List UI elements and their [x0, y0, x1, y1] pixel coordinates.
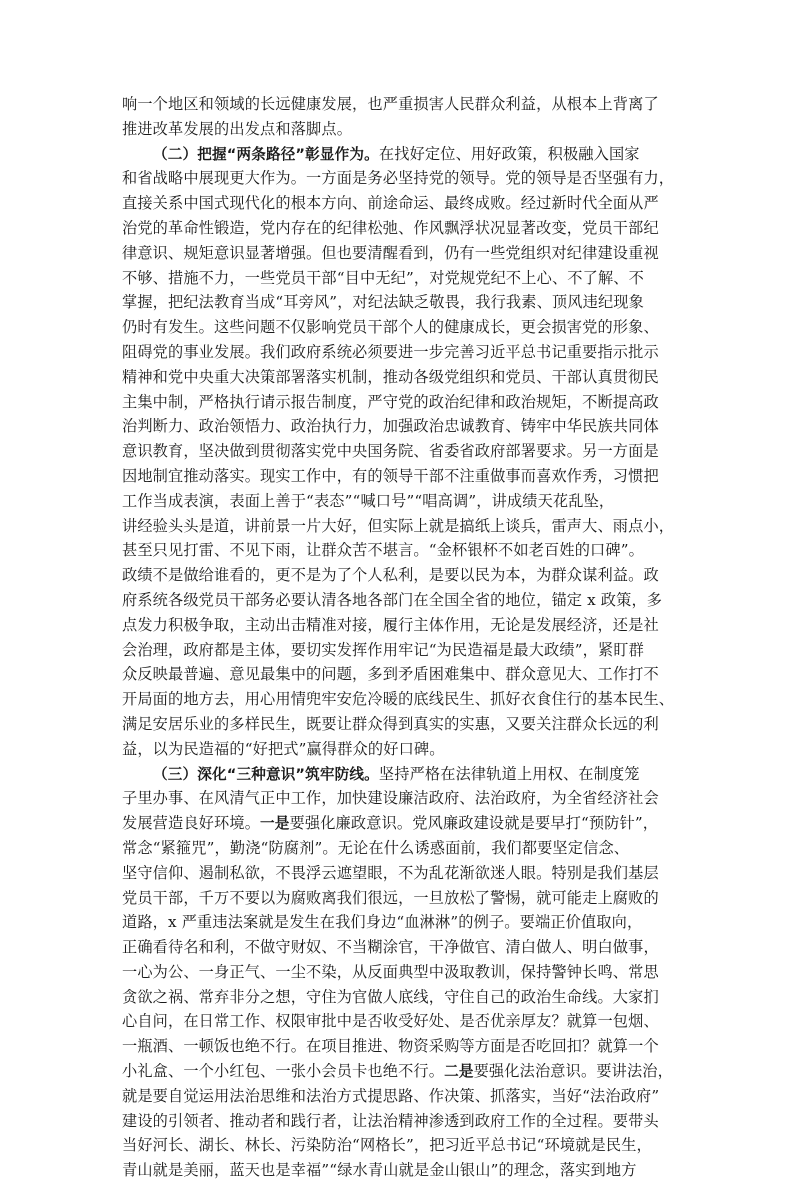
text-line [122, 910, 678, 935]
text-segment: 青山就是美丽，蓝天也是幸福”“绿水青山就是金山银山”的理念，落实到地方 [122, 1161, 637, 1180]
text-segment: 工作当成表演，表面上善于“表态”“喊口号”“唱高调”，讲成绩天花乱坠， [122, 491, 615, 510]
text-line [122, 166, 678, 191]
text-segment: 推进改革发展的出发点和落脚点。 [122, 119, 353, 138]
text-line [122, 439, 678, 464]
text-segment: 在找好定位、用好政策，积极融入国家 [378, 144, 640, 163]
text-line [122, 985, 678, 1010]
text-segment: 一心为公、一身正气、一尘不染，从反面典型中汲取教训，保持警钟长鸣、常思 [122, 962, 659, 981]
text-line [122, 241, 678, 266]
text-segment: 满足安居乐业的多样民生，既要让群众得到真实的实惠，又要关注群众长远的利 [122, 714, 659, 733]
text-line [122, 613, 678, 638]
text-segment: 开局面的地方去，用心用情兜牢安危冷暖的底线民生、抓好衣食住行的基本民生、 [122, 690, 675, 709]
text-line [122, 662, 678, 687]
text-line [122, 340, 678, 365]
text-line [122, 638, 678, 663]
text-line [122, 365, 678, 390]
bold-heading-segment: （二）把握“两条路径”彰显作为。 [153, 145, 379, 163]
text-line [122, 266, 678, 291]
text-line [122, 960, 678, 985]
text-segment: 众反映最普遍、意见最集中的问题，多到矛盾困难集中、群众意见大、工作打不 [122, 665, 659, 684]
text-segment: 意识教育，坚决做到贯彻落实党中央国务院、省委省政府部署要求。另一方面是 [122, 442, 659, 461]
text-line [122, 811, 678, 836]
text-line [122, 762, 678, 787]
text-line [122, 414, 678, 439]
text-line [122, 1009, 678, 1034]
text-line [122, 712, 678, 737]
text-line [122, 886, 678, 911]
text-segment: 和省战略中展现更大作为。一方面是务必坚持党的领导。党的领导是否坚强有力， [122, 169, 675, 188]
text-line [122, 1133, 678, 1158]
text-line [122, 588, 678, 613]
text-segment: 心自问，在日常工作、权限审批中是否收受好处、是否优亲厚友？就算一包烟、 [122, 1012, 659, 1031]
text-line [122, 836, 678, 861]
text-segment: 治党的革命性锻造，党内存在的纪律松弛、作风飘浮状况显著改变，党员干部纪 [122, 218, 659, 237]
text-line [122, 216, 678, 241]
text-line [122, 786, 678, 811]
text-segment: 不够、措施不力，一些党员干部“目中无纪”，对党规党纪不上心、不了解、不 [122, 268, 644, 287]
text-segment: 甚至只见打雷、不见下雨，让群众苦不堪言。“金杯银杯不如老百姓的口碑”。 [122, 541, 644, 560]
text-segment: 建设的引领者、推动者和践行者，让法治精神渗透到政府工作的全过程。要带头 [122, 1111, 659, 1130]
text-line [122, 315, 678, 340]
text-segment: 当好河长、湖长、林长、污染防治“网格长”，把习近平总书记“环境就是民生， [122, 1136, 652, 1155]
text-segment: 响一个地区和领域的长远健康发展，也严重损害人民群众利益，从根本上背离了 [122, 95, 659, 113]
text-segment: 治判断力、政治领悟力、政治执行力，加强政治忠诚教育、铸牢中华民族共同体 [122, 417, 659, 436]
bold-heading-segment: （三）深化“三种意识”筑牢防线。 [153, 765, 379, 783]
text-segment: 坚持严格在法律轨道上用权、在制度笼 [378, 764, 640, 783]
bold-heading-segment: 二是 [444, 1063, 474, 1081]
text-segment: 小礼盒、一个小红包、一张小会员卡也绝不行。 [122, 1062, 445, 1081]
text-line [122, 687, 678, 712]
text-segment: 要强化法治意识。要讲法治， [473, 1062, 673, 1081]
text-segment: 因地制宜推动落实。现实工作中，有的领导干部不注重做事而喜欢作秀，习惯把 [122, 466, 659, 485]
text-line [122, 737, 678, 762]
text-segment: 坚守信仰、遏制私欲，不畏浮云遮望眼，不为乱花渐欲迷人眼。特别是我们基层 [122, 863, 659, 882]
text-line [122, 290, 678, 315]
text-line [122, 489, 678, 514]
text-line [122, 514, 678, 539]
text-segment: 政绩不是做给谁看的，更不是为了个人私利，是要以民为本，为群众谋利益。政 [122, 566, 659, 585]
text-segment: 正确看待名和利，不做守财奴、不当糊涂官，干净做官、清白做人、明白做事， [122, 938, 659, 957]
text-line [122, 117, 678, 142]
document-body [122, 92, 678, 1183]
text-segment: 益，以为民造福的“好把式”赢得群众的好口碑。 [122, 739, 445, 758]
text-segment: 直接关系中国式现代化的根本方向、前途命运、最终成败。经过新时代全面从严 [122, 194, 659, 213]
text-line [122, 191, 678, 216]
text-segment: 会治理，政府都是主体，要切实发挥作用牢记“为民造福是最大政绩”，紧盯群 [122, 640, 644, 659]
text-line [122, 563, 678, 588]
text-line [122, 861, 678, 886]
text-line [122, 935, 678, 960]
text-segment: 一瓶酒、一顿饭也绝不行。在项目推进、物资采购等方面是否吃回扣？就算一个 [122, 1037, 659, 1056]
text-line [122, 1034, 678, 1059]
text-segment: 要强化廉政意识。党风廉政建设就是要早打“预防针”， [289, 814, 659, 833]
text-line [122, 1084, 678, 1109]
bold-heading-segment: 一是 [260, 815, 290, 833]
text-segment: 发展营造良好环境。 [122, 814, 261, 833]
text-segment: 精神和党中央重大决策部署落实机制，推动各级党组织和党员、干部认真贯彻民 [122, 367, 659, 386]
text-segment: 子里办事、在风清气正中工作，加快建设廉洁政府、法治政府，为全省经济社会 [122, 789, 659, 808]
text-line [122, 92, 678, 117]
text-segment: 主集中制，严格执行请示报告制度，严守党的政治纪律和政治规矩，不断提高政 [122, 392, 659, 411]
text-segment: 仍时有发生。这些问题不仅影响党员干部个人的健康成长，更会损害党的形象、 [122, 318, 659, 337]
text-line [122, 464, 678, 489]
text-line [122, 390, 678, 415]
text-segment: 党员干部，千万不要以为腐败离我们很远，一旦放松了警惕，就可能走上腐败的 [122, 888, 659, 907]
text-segment: 常念“紧箍咒”，勤浇“防腐剂”。无论在什么诱惑面前，我们都要坚定信念、 [122, 838, 630, 857]
text-line [122, 1059, 678, 1084]
text-segment: 贪欲之祸、常弃非分之想，守住为官做人底线，守住自己的政治生命线。大家扪 [122, 987, 659, 1006]
text-line [122, 1109, 678, 1134]
text-segment: 掌握，把纪法教育当成“耳旁风”，对纪法缺乏敬畏，我行我素、顶风违纪现象 [122, 293, 644, 312]
text-segment: 律意识、规矩意识显著增强。但也要清醒看到，仍有一些党组织对纪律建设重视 [122, 243, 659, 262]
text-segment: 府系统各级党员干部务必要认清各地各部门在全国全省的地位，锚定 x 政策，多 [122, 590, 663, 609]
text-segment: 道路，x 严重违法案就是发生在我们身边“血淋淋”的例子。要端正价值取向， [122, 913, 643, 932]
text-segment: 阻碍党的事业发展。我们政府系统必须要进一步完善习近平总书记重要指示批示 [122, 342, 659, 361]
text-line [122, 1158, 678, 1183]
text-segment: 就是要自觉运用法治思维和法治方式提思路、作决策、抓落实，当好“法治政府” [122, 1086, 660, 1105]
text-segment: 讲经验头头是道，讲前景一片大好，但实际上就是搞纸上谈兵，雷声大、雨点小， [122, 516, 675, 535]
text-line [122, 142, 678, 167]
text-line [122, 538, 678, 563]
text-segment: 点发力积极争取，主动出击精准对接，履行主体作用，无论是发展经济，还是社 [122, 615, 659, 634]
